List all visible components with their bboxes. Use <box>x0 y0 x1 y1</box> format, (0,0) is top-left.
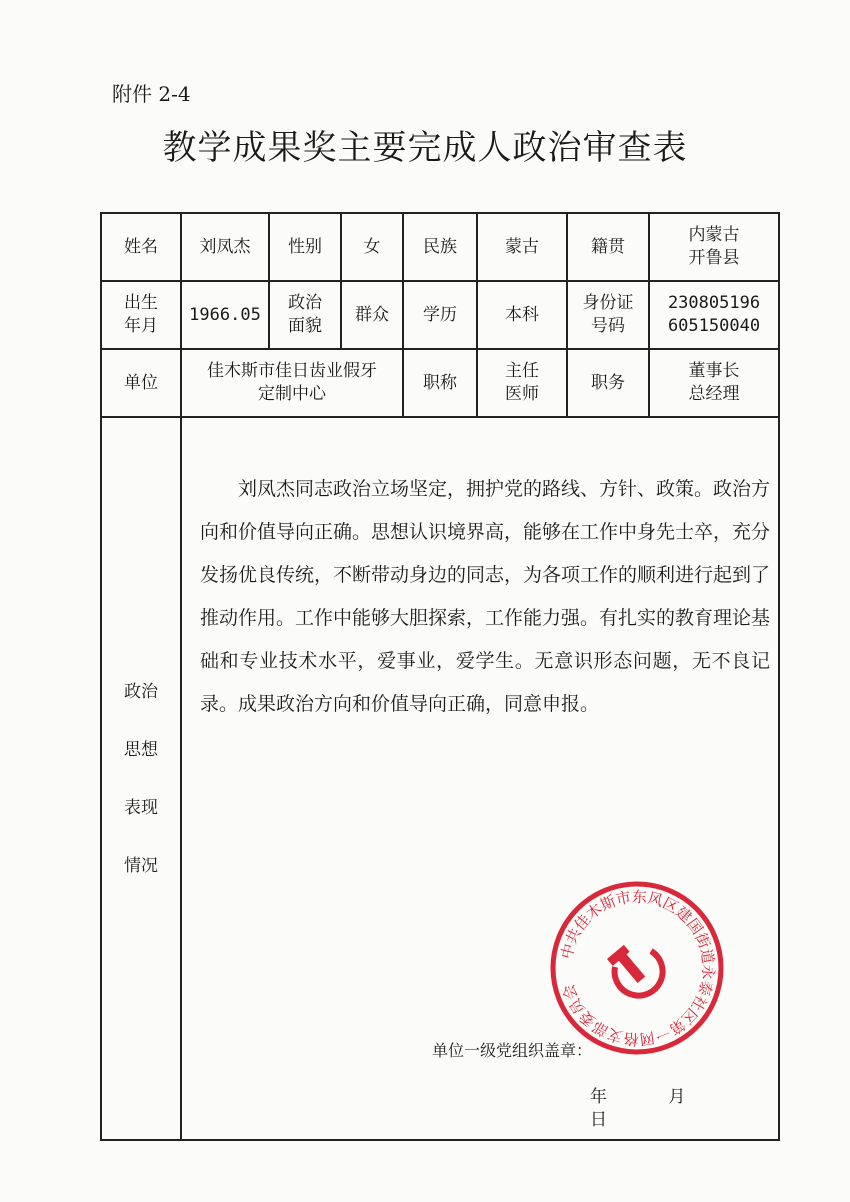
side-label-3: 表现 <box>124 797 158 818</box>
native-place-value: 内蒙古 开鲁县 <box>649 213 779 281</box>
date-month: 月 <box>668 1087 686 1107</box>
date-year: 年 <box>590 1087 607 1107</box>
position-value: 董事长 总经理 <box>649 349 779 417</box>
sign-date <box>590 1086 778 1132</box>
seal-signature-label: 单位一级党组织盖章： <box>432 1041 593 1060</box>
birth-label: 出生 年月 <box>101 281 181 349</box>
name-value: 刘凤杰 <box>181 213 269 281</box>
attachment-label: 附件 2-4 <box>112 82 191 106</box>
page-title: 教学成果奖主要完成人政治审查表 <box>162 128 688 168</box>
title-value: 主任 医师 <box>477 349 567 417</box>
political-value: 群众 <box>341 281 403 349</box>
review-content-cell <box>181 417 779 1140</box>
education-value: 本科 <box>477 281 567 349</box>
side-label-1: 政治 <box>124 681 158 702</box>
party-seal-stamp <box>547 878 727 1058</box>
side-label-4: 情况 <box>124 855 158 876</box>
ethnicity-label: 民族 <box>403 213 477 281</box>
review-text: 刘凤杰同志政治立场坚定，拥护党的路线、方针、政策。政治方向和价值导向正确。思想认识境界高，能够在工作中身先士卒，充分发扬优良传统，不断带动身边的同志，为各项工作的顺利进行起到了推动作用。工作中能够大胆探索，工作能力强。有扎实的教育理论基础和专业技术水平，爱事业，爱学生。无意识形态问题，无不良记录。成果政治方向和价值导向正确，同意申报。 <box>200 478 771 715</box>
id-label: 身份证 号码 <box>567 281 649 349</box>
ethnicity-value: 蒙古 <box>477 213 567 281</box>
id-number-value: 230805196 605150040 <box>649 281 779 349</box>
side-label-2: 思想 <box>124 739 158 760</box>
birth-value: 1966.05 <box>181 281 269 349</box>
gender-label: 性别 <box>269 213 341 281</box>
position-label: 职务 <box>567 349 649 417</box>
education-label: 学历 <box>403 281 477 349</box>
name-label: 姓名 <box>101 213 181 281</box>
review-form-table <box>100 212 780 1141</box>
date-day: 日 <box>590 1109 607 1130</box>
native-place-label: 籍贯 <box>567 213 649 281</box>
unit-label: 单位 <box>101 349 181 417</box>
svg-text:中共佳木斯市东风区建国街道永泰社区第一网格支部委员会: 中共佳木斯市东风区建国街道永泰社区第一网格支部委员会 <box>557 887 718 1049</box>
review-side-label <box>101 417 181 1140</box>
title-label: 职称 <box>403 349 477 417</box>
political-label: 政治 面貌 <box>269 281 341 349</box>
unit-value: 佳木斯市佳日齿业假牙 定制中心 <box>181 349 403 417</box>
gender-value: 女 <box>341 213 403 281</box>
